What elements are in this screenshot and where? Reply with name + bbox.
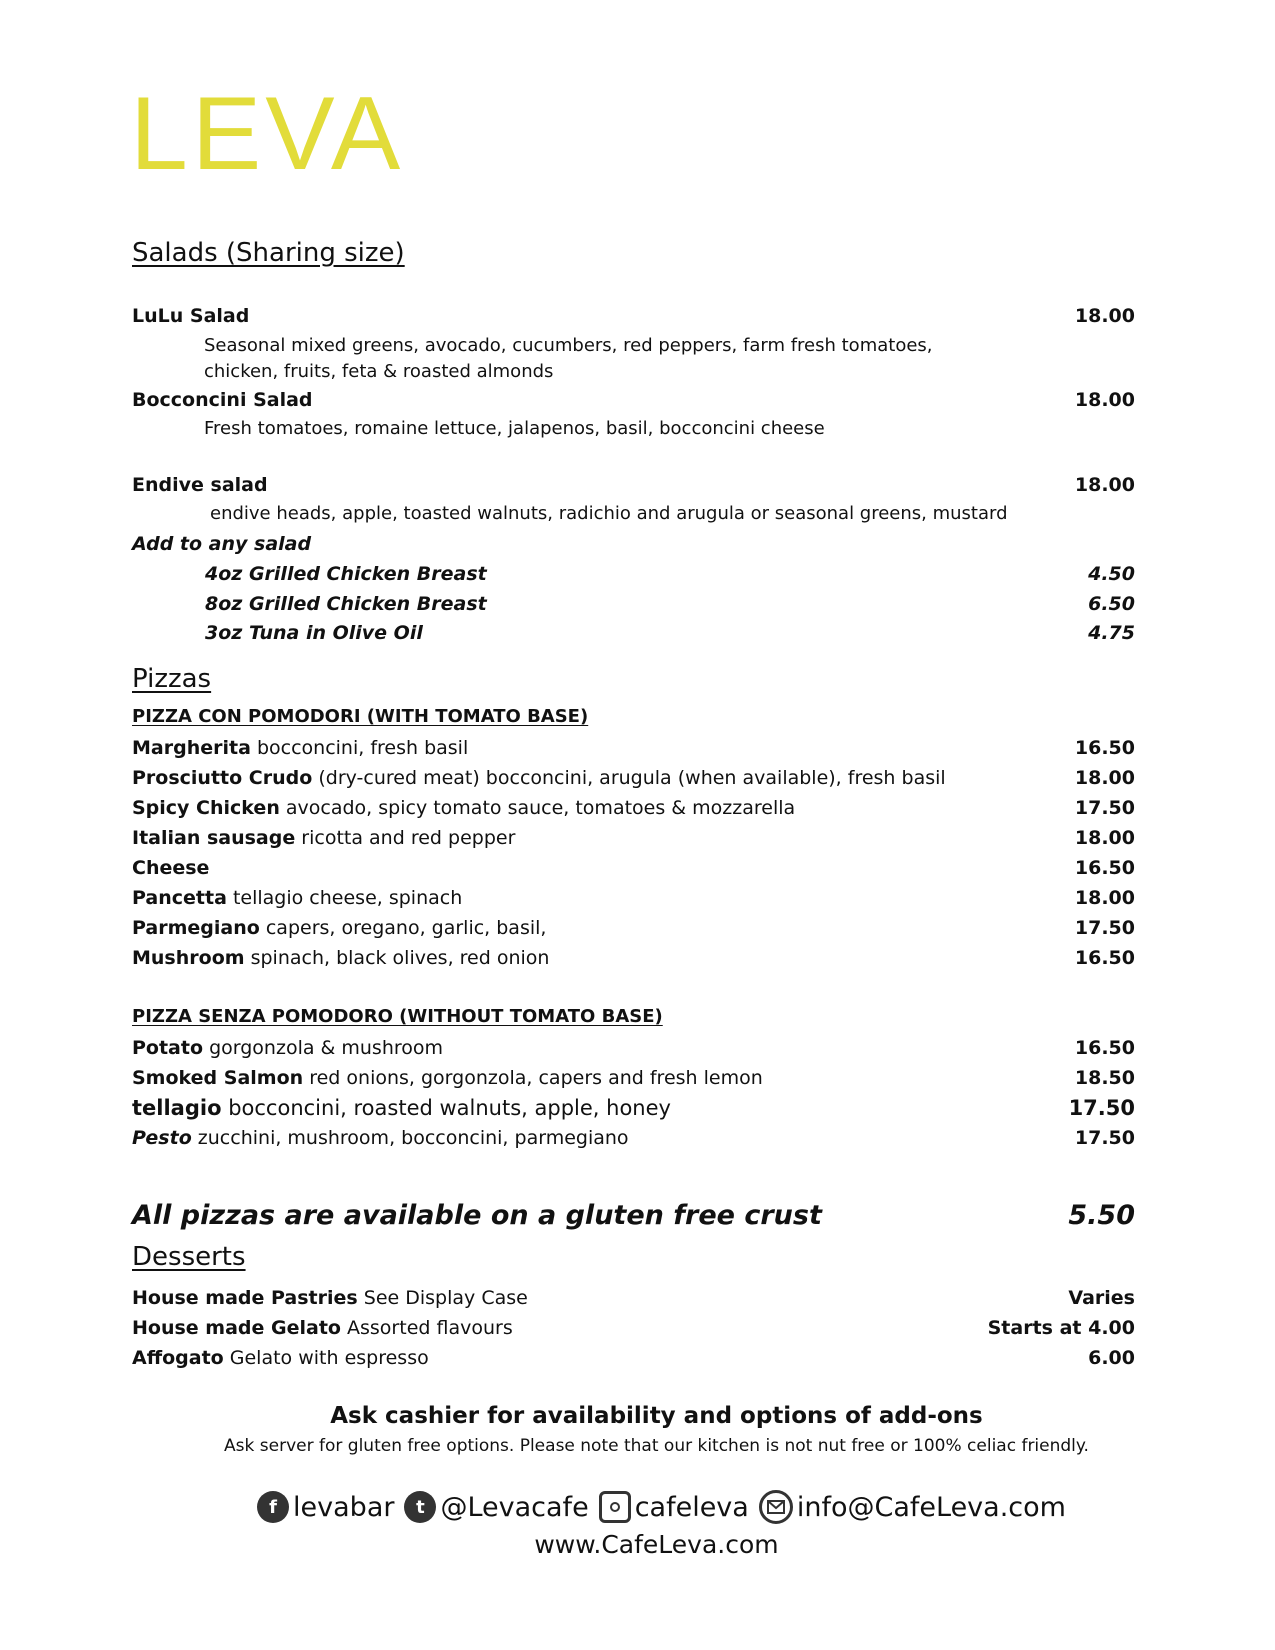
pizza-price: 16.50 — [1074, 857, 1135, 879]
pizza-price: 17.50 — [1074, 1127, 1135, 1149]
pizza-notomato-subhead: PIZZA SENZA POMODORO (WITHOUT TOMATO BASE) — [132, 1006, 663, 1027]
pizza-desc: ricotta and red pepper — [301, 827, 516, 849]
dessert-desc: Gelato with espresso — [229, 1347, 429, 1369]
pizza-item — [132, 736, 1135, 760]
pizza-item — [132, 1036, 1135, 1060]
addon-name: 4oz Grilled Chicken Breast — [205, 563, 487, 585]
gluten-free-price: 5.50 — [1068, 1200, 1135, 1231]
salads-section-title: Salads (Sharing size) — [132, 238, 405, 268]
pizza-desc: bocconcini, roasted walnuts, apple, honey — [228, 1096, 671, 1120]
dessert-name: Affogato — [132, 1347, 224, 1369]
salad-price: 18.00 — [1074, 305, 1135, 327]
salad-addon — [205, 592, 1135, 616]
pizza-item — [132, 766, 1135, 790]
pizza-price: 18.00 — [1074, 767, 1135, 789]
addon-price: 4.75 — [1088, 622, 1135, 644]
pizza-desc: spinach, black olives, red onion — [250, 947, 550, 969]
instagram-icon[interactable] — [599, 1491, 631, 1523]
pizza-item — [132, 796, 1135, 820]
pizza-item — [132, 916, 1135, 940]
desserts-section-title: Desserts — [132, 1242, 246, 1272]
pizza-price: 17.50 — [1074, 797, 1135, 819]
dessert-price: Varies — [1068, 1287, 1135, 1309]
notice-subline: Ask server for gluten free options. Please note that our kitchen is not nut free or 100% celiac friendly. — [224, 1436, 1089, 1456]
dessert-price: Starts at 4.00 — [987, 1317, 1135, 1339]
pizza-price: 16.50 — [1074, 1037, 1135, 1059]
pizza-price: 17.50 — [1068, 1096, 1135, 1120]
dessert-name: House made Pastries — [132, 1287, 358, 1309]
facebook-icon[interactable]: f — [257, 1491, 289, 1523]
pizza-desc: avocado, spicy tomato sauce, tomatoes & mozzarella — [285, 797, 796, 819]
pizza-name: Mushroom — [132, 947, 245, 969]
salad-addon — [205, 621, 1135, 645]
pizza-price: 18.50 — [1074, 1067, 1135, 1089]
salad-price: 18.00 — [1074, 474, 1135, 496]
salad-item — [132, 473, 1135, 497]
pizza-price: 17.50 — [1074, 917, 1135, 939]
pizza-desc: zucchini, mushroom, bocconcini, parmegiano — [197, 1127, 629, 1149]
pizza-item — [132, 1126, 1135, 1150]
addon-price: 4.50 — [1088, 563, 1135, 585]
pizza-name: Spicy Chicken — [132, 797, 280, 819]
pizza-price: 18.00 — [1074, 887, 1135, 909]
pizza-name: Pancetta — [132, 887, 227, 909]
pizzas-section-title: Pizzas — [132, 664, 212, 694]
addon-price: 6.50 — [1088, 593, 1135, 615]
salad-desc: Seasonal mixed greens, avocado, cucumbers, red peppers, farm fresh tomatoes, — [204, 335, 933, 356]
salad-desc: chicken, fruits, feta & roasted almonds — [204, 361, 554, 382]
addon-name: 8oz Grilled Chicken Breast — [205, 593, 487, 615]
salad-price: 18.00 — [1074, 389, 1135, 411]
dessert-item — [132, 1286, 1135, 1310]
pizza-desc: capers, oregano, garlic, basil, — [265, 917, 547, 939]
dessert-desc: See Display Case — [363, 1287, 528, 1309]
pizza-name: Margherita — [132, 737, 251, 759]
salad-item — [132, 304, 1135, 328]
salad-name: LuLu Salad — [132, 305, 250, 327]
pizza-price: 16.50 — [1074, 947, 1135, 969]
gluten-free-text: All pizzas are available on a gluten free crust — [132, 1200, 822, 1231]
salad-item — [132, 388, 1135, 412]
pizza-name: tellagio — [132, 1096, 222, 1120]
notice-headline: Ask cashier for availability and options of add-ons — [330, 1403, 983, 1429]
pizza-name: Smoked Salmon — [132, 1067, 304, 1089]
gluten-free-note — [132, 1200, 1135, 1231]
pizza-name: Pesto — [132, 1127, 192, 1149]
pizza-name: Potato — [132, 1037, 204, 1059]
instagram-handle[interactable]: cafeleva — [634, 1491, 749, 1523]
twitter-handle[interactable]: @Levacafe — [440, 1491, 589, 1523]
dessert-desc: Assorted flavours — [347, 1317, 513, 1339]
pizza-desc: (dry-cured meat) bocconcini, arugula (when available), fresh basil — [318, 767, 946, 789]
pizza-name: Prosciutto Crudo — [132, 767, 313, 789]
leva-logo: LEVA — [130, 76, 405, 192]
website-link[interactable]: www.CafeLeva.com — [534, 1530, 779, 1559]
pizza-desc: red onions, gorgonzola, capers and fresh lemon — [309, 1067, 763, 1089]
salad-name: Endive salad — [132, 474, 268, 496]
pizza-item — [132, 1066, 1135, 1090]
pizza-price: 18.00 — [1074, 827, 1135, 849]
facebook-handle[interactable]: levabar — [293, 1491, 395, 1523]
pizza-desc: bocconcini, fresh basil — [256, 737, 469, 759]
salad-desc: endive heads, apple, toasted walnuts, radichio and arugula or seasonal greens, mustard — [210, 503, 1008, 524]
pizza-tomato-subhead: PIZZA CON POMODORI (WITH TOMATO BASE) — [132, 706, 589, 727]
pizza-item — [132, 886, 1135, 910]
pizza-desc: gorgonzola & mushroom — [209, 1037, 444, 1059]
pizza-item — [132, 946, 1135, 970]
email-address[interactable]: info@CafeLeva.com — [796, 1491, 1066, 1523]
pizza-item — [132, 856, 1135, 880]
dessert-item — [132, 1346, 1135, 1370]
salad-name: Bocconcini Salad — [132, 389, 313, 411]
social-links — [0, 1490, 1275, 1524]
pizza-price: 16.50 — [1074, 737, 1135, 759]
salad-desc: Fresh tomatoes, romaine lettuce, jalapenos, basil, bocconcini cheese — [204, 418, 825, 439]
salad-addon — [205, 562, 1135, 586]
twitter-icon[interactable]: t — [404, 1491, 436, 1523]
dessert-item — [132, 1316, 1135, 1340]
dessert-price: 6.00 — [1088, 1347, 1135, 1369]
salad-addons-title: Add to any salad — [132, 533, 312, 555]
addon-name: 3oz Tuna in Olive Oil — [205, 622, 423, 644]
pizza-name: Italian sausage — [132, 827, 296, 849]
pizza-desc: tellagio cheese, spinach — [232, 887, 463, 909]
pizza-item — [132, 826, 1135, 850]
pizza-name: Parmegiano — [132, 917, 260, 939]
pizza-item — [132, 1096, 1135, 1120]
email-icon[interactable] — [759, 1490, 793, 1524]
dessert-name: House made Gelato — [132, 1317, 341, 1339]
pizza-name: Cheese — [132, 857, 210, 879]
